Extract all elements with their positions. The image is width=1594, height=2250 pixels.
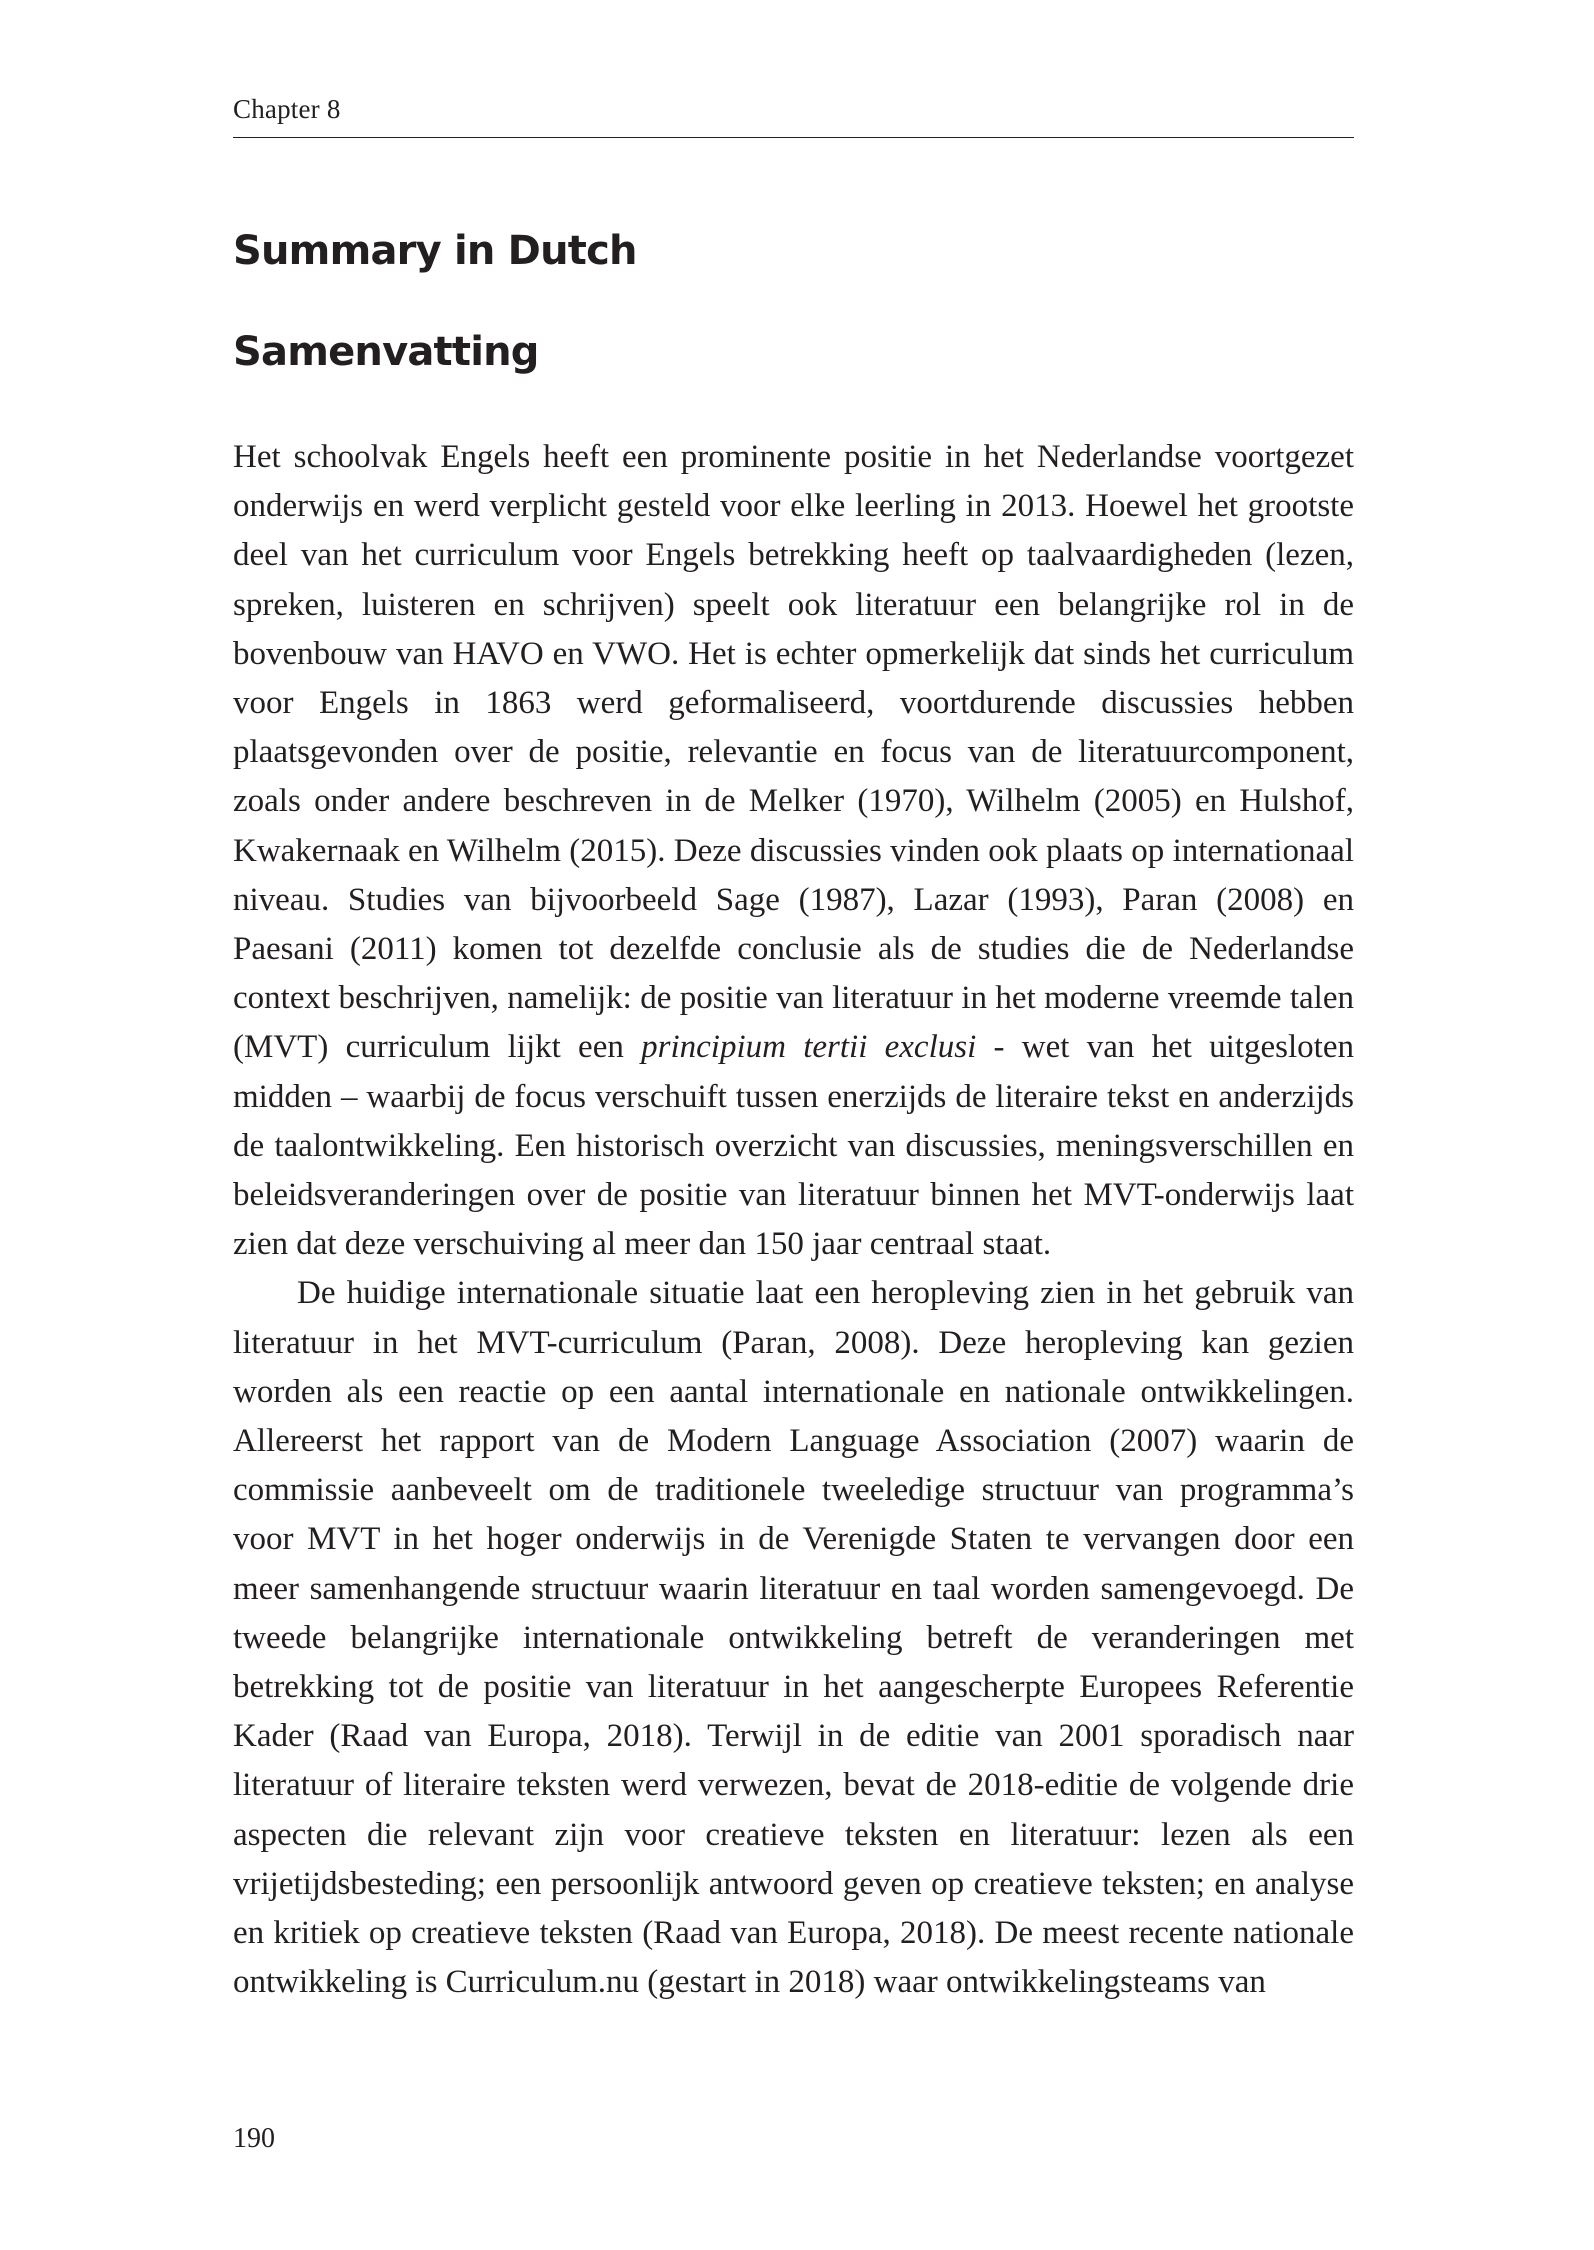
paragraph-1-italic-term: principium tertii exclusi bbox=[641, 1029, 977, 1066]
paragraph-2: De huidige internationale situatie laat een heropleving zien in het gebruik van literatuur in het MVT-curriculum (Paran, 2008). Deze heropleving kan gezien worden als een reactie op een aantal internationale en nationale ontwikkelingen. Allereerst het rapport van de Modern Language Association (2007) waarin de commissie aanbeveelt om de traditionele tweeledige structuur van programma’s voor MVT in het hoger onderwijs in de Verenigde Staten te vervangen door een meer samenhangende structuur waarin literatuur en taal worden samengevoegd. De tweede belangrijke internationale ontwikkeling betreft de veranderingen met betrekking tot de positie van literatuur in het aangescherpte Europees Referentie Kader (Raad van Europa, 2018). Terwijl in de editie van 2001 sporadisch naar literatuur of literaire teksten werd verwezen, bevat de 2018-editie de volgende drie aspecten die relevant zijn voor creatieve teksten en literatuur: lezen als een vrijetijdsbesteding; een persoonlijk antwoord geven op creatieve teksten; en analyse en kritiek op creatieve teksten (Raad van Europa, 2018). De meest recente nationale ontwikkeling is Curriculum.nu (gestart in 2018) waar ontwikkelingsteams van bbox=[233, 1275, 1354, 2001]
running-head: Chapter 8 bbox=[233, 94, 341, 124]
paragraph-1 bbox=[233, 433, 1354, 1269]
paragraph-1-text-end: - wet van het uitgesloten midden – waarbij de focus verschuift tussen enerzijds de literaire tekst en anderzijds de taalontwikkeling. Een historisch overzicht van discussies, meningsverschillen en beleidsveranderingen over de positie van literatuur binnen het MVT-onderwijs laat zien dat deze verschuiving al meer dan 150 jaar centraal staat. bbox=[233, 1029, 1354, 1263]
page-number: 190 bbox=[233, 2123, 275, 2154]
body-text bbox=[233, 433, 1354, 2008]
paragraph-1-text-start: Het schoolvak Engels heeft een prominente positie in het Nederlandse voortgezet onderwijs en werd verplicht gesteld voor elke leerling in 2013. Hoewel het grootste deel van het curriculum voor Engels betrekking heeft op taalvaardigheden (lezen, spreken, luisteren en schrijven) speelt ook literatuur een belangrijke rol in de bovenbouw van HAVO en VWO. Het is echter opmerkelijk dat sinds het curriculum voor Engels in 1863 werd geformaliseerd, voortdurende discussies hebben plaatsgevonden over de positie, relevantie en focus van de literatuurcomponent, zoals onder andere beschreven in de Melker (1970), Wilhelm (2005) en Hulshof, Kwakernaak en Wilhelm (2015). Deze discussies vinden ook plaats op internationaal niveau. Studies van bijvoorbeeld Sage (1987), Lazar (1993), Paran (2008) en Paesani (2011) komen tot dezelfde conclusie als de studies die de Nederlandse context beschrijven, namelijk: de positie van literatuur in het moderne vreemde talen (MVT) curriculum lijkt een bbox=[233, 439, 1354, 1066]
header-divider bbox=[233, 137, 1354, 138]
page-title: Summary in Dutch bbox=[233, 228, 637, 274]
page-subtitle: Samenvatting bbox=[233, 329, 539, 375]
